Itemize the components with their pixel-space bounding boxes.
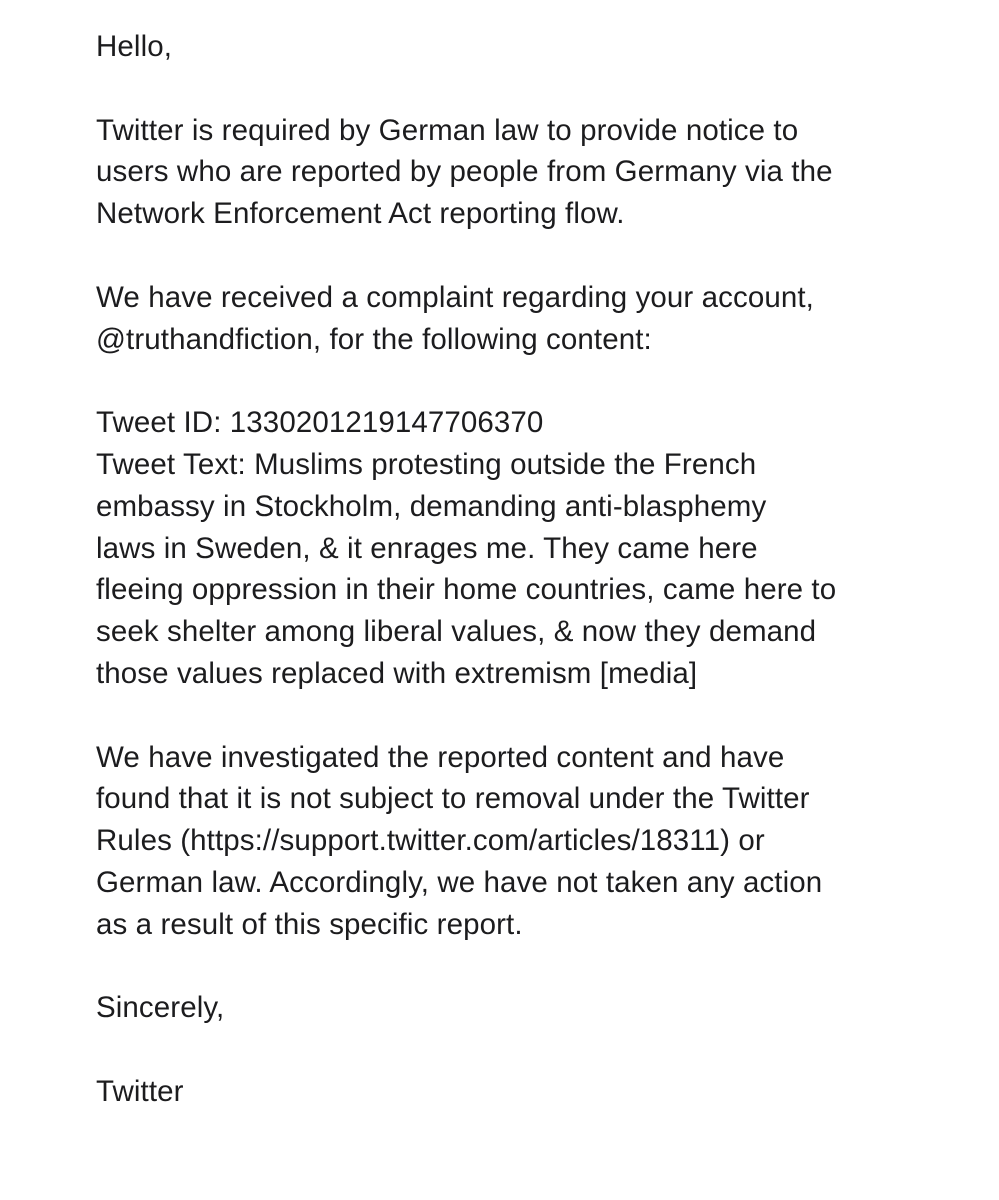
tweet-id: Tweet ID: 1330201219147706370 — [96, 406, 544, 440]
notice-line: users who are reported by people from Germany via the — [96, 155, 833, 189]
tweet-details — [96, 402, 976, 695]
notice-line: Network Enforcement Act reporting flow. — [96, 197, 625, 231]
tweet-text-line: laws in Sweden, & it enrages me. They came here — [96, 531, 758, 565]
email-body — [96, 26, 976, 1113]
tweet-text-line: Tweet Text: Muslims protesting outside the French — [96, 447, 757, 481]
greeting-line: Hello, — [96, 30, 173, 63]
greeting — [96, 26, 976, 68]
decision-line: We have investigated the reported content and have — [96, 740, 785, 774]
closing — [96, 987, 976, 1029]
tweet-text-line: those values replaced with extremism [media] — [96, 656, 698, 690]
tweet-text-line: seek shelter among liberal values, & now they demand — [96, 615, 817, 649]
complaint-line: We have received a complaint regarding your account, — [96, 280, 814, 314]
complaint-line: @truthandfiction, for the following content: — [96, 322, 652, 356]
complaint-paragraph — [96, 277, 976, 361]
decision-line: Rules (https://support.twitter.com/articles/18311) or — [96, 824, 765, 858]
tweet-text-line: fleeing oppression in their home countries, came here to — [96, 573, 837, 607]
notice-paragraph — [96, 110, 976, 235]
decision-line: German law. Accordingly, we have not taken any action — [96, 865, 823, 899]
decision-paragraph — [96, 737, 976, 946]
decision-line: as a result of this specific report. — [96, 907, 523, 941]
signature-line: Twitter — [96, 1074, 184, 1108]
signature — [96, 1071, 976, 1113]
decision-line: found that it is not subject to removal under the Twitter — [96, 782, 810, 816]
closing-line: Sincerely, — [96, 991, 225, 1025]
notice-line: Twitter is required by German law to provide notice to — [96, 113, 799, 147]
tweet-text-line: embassy in Stockholm, demanding anti-blasphemy — [96, 489, 767, 523]
